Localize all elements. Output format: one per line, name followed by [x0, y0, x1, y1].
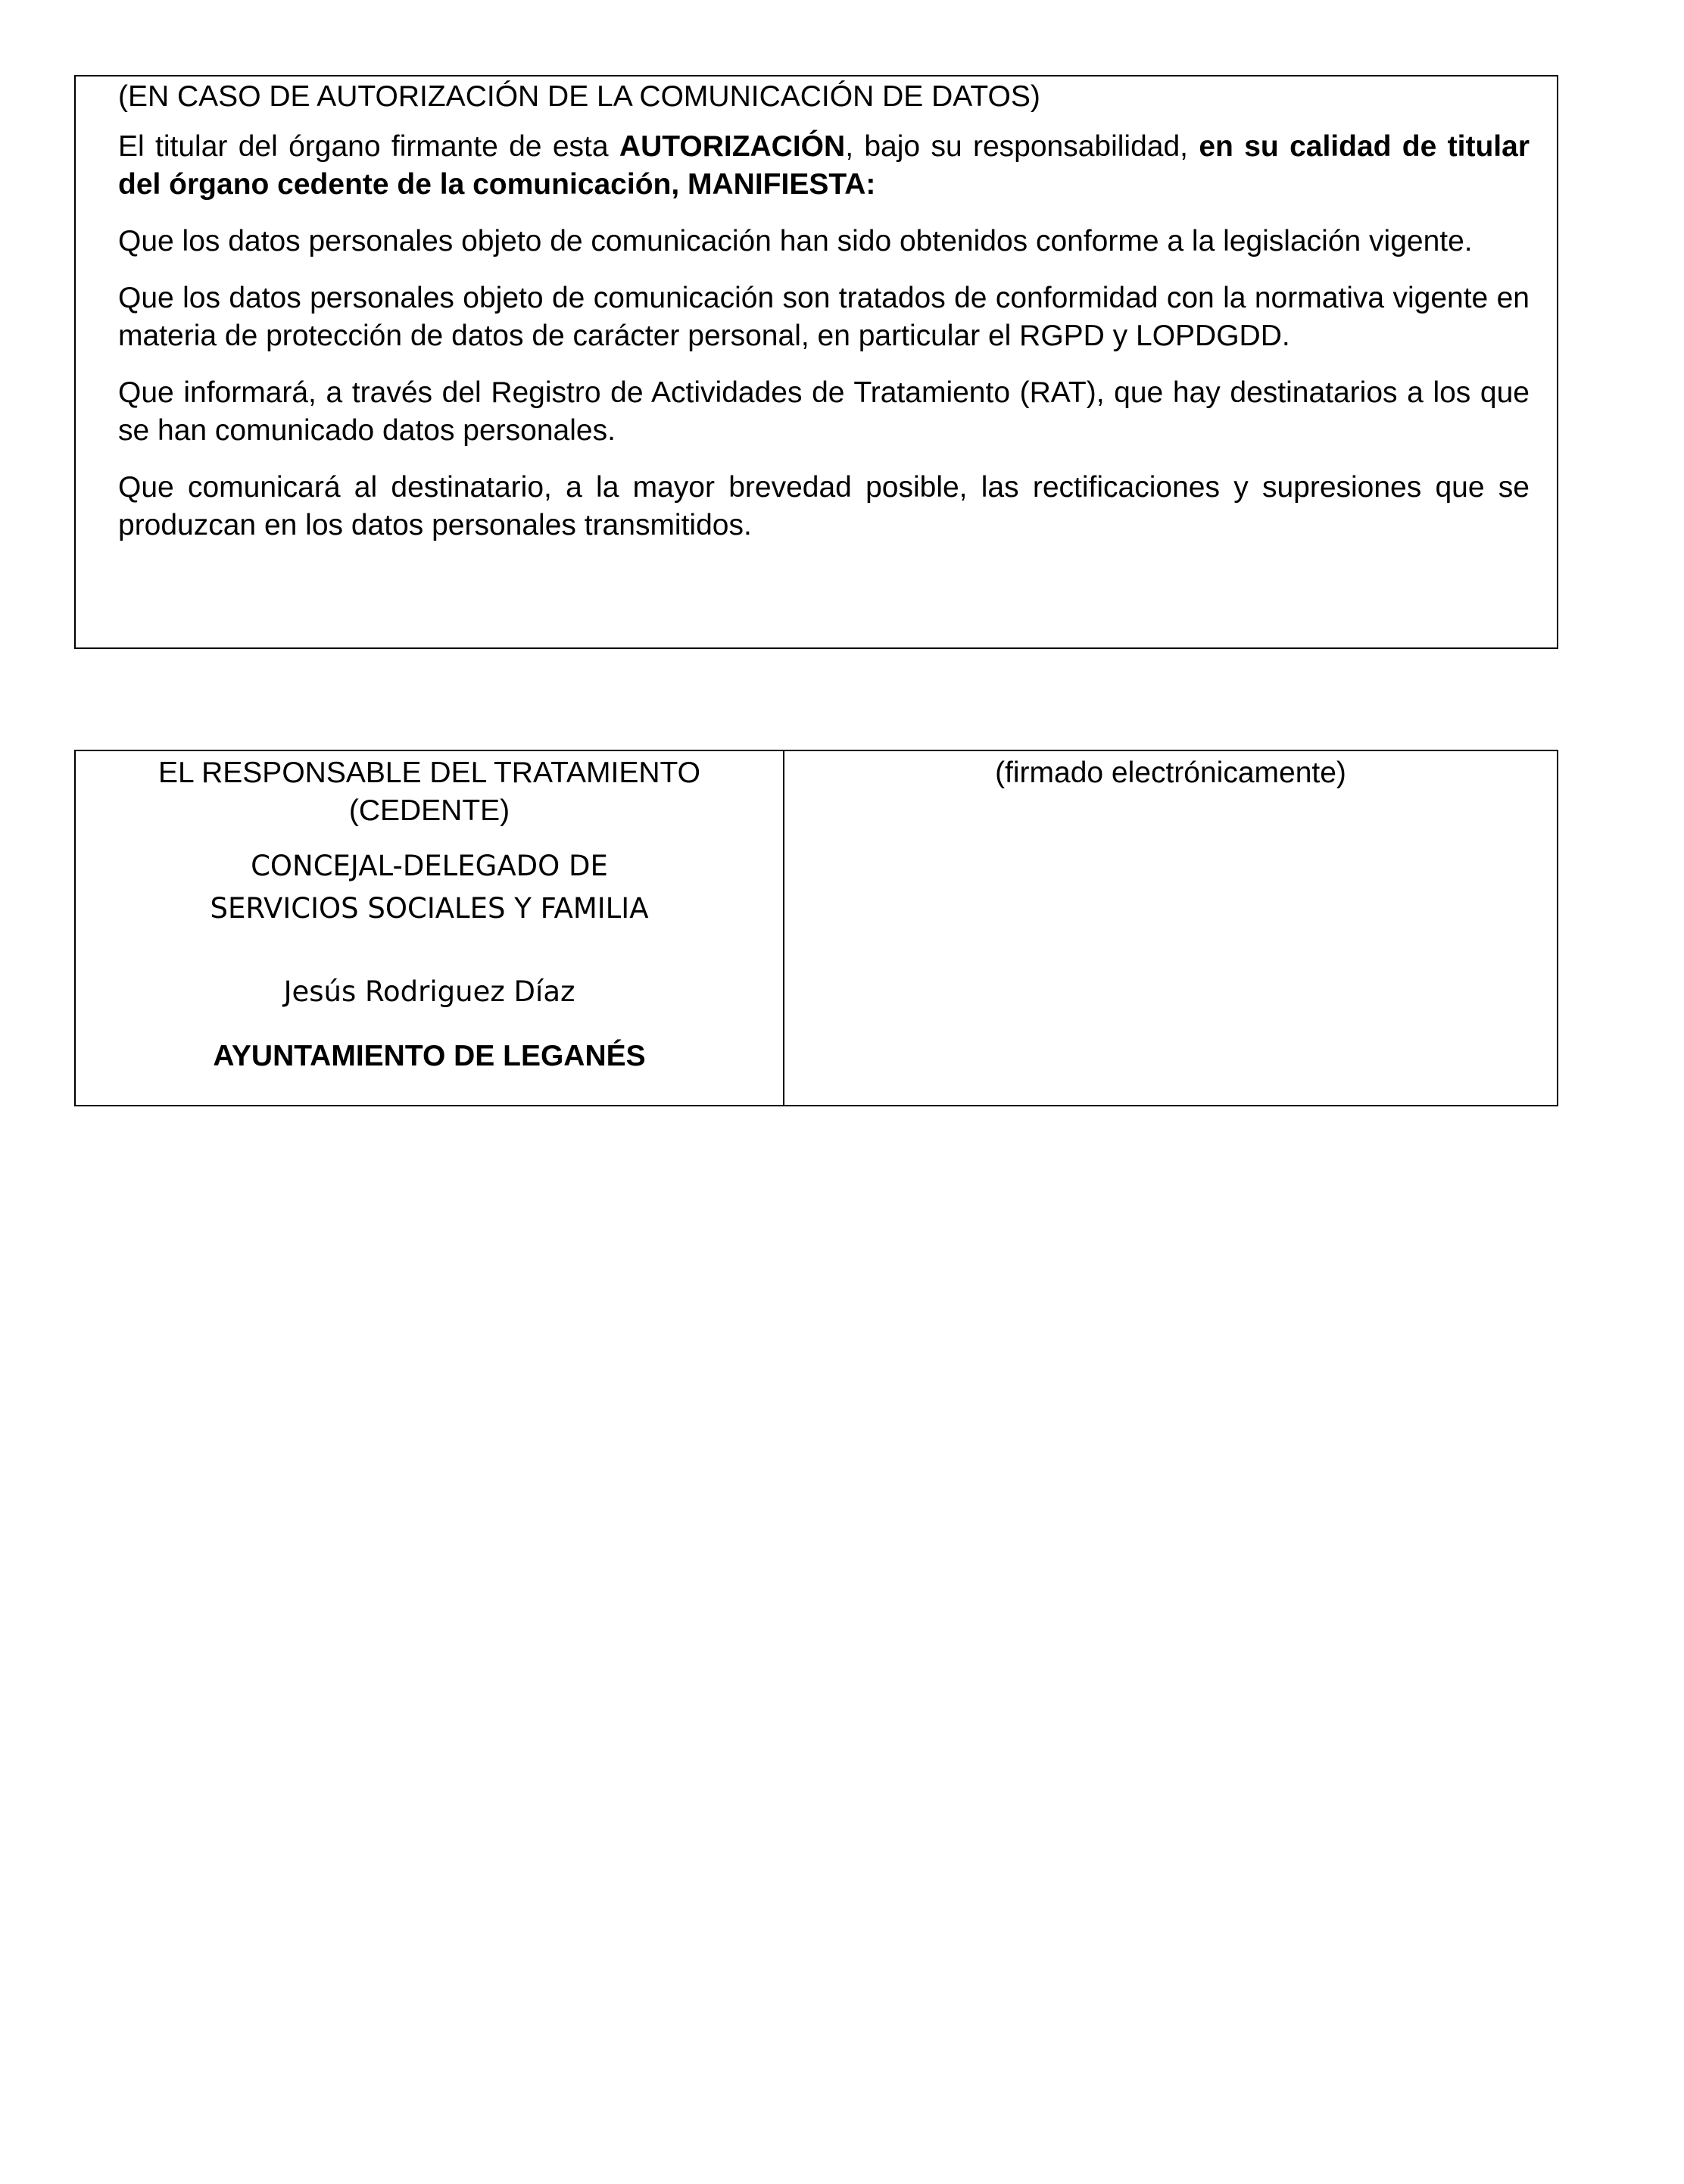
role-line-2: (CEDENTE) [348, 794, 510, 827]
signed-note: (firmado electrónicamente) [995, 757, 1346, 789]
position-line-2: SERVICIOS SOCIALES Y FAMILIA [210, 892, 649, 925]
declaration-item: Que comunicará al destinatario, a la mayor brevedad posible, las rectificaciones y supresiones que se produzcan en los datos personales transmitidos. [118, 471, 1530, 541]
signature-cell [784, 750, 1558, 1106]
organization-name: AYUNTAMIENTO DE LEGANÉS [213, 1040, 646, 1072]
intro-text-1: El titular del órgano firmante de esta [118, 130, 619, 163]
declaration-item: Que informará, a través del Registro de Actividades de Tratamiento (RAT), que hay destinatarios a los que se han comunicado datos personales. [118, 376, 1530, 447]
role-line-1: EL RESPONSABLE DEL TRATAMIENTO [158, 757, 700, 789]
declaration-intro [118, 128, 1530, 204]
declaration-item: Que los datos personales objeto de comunicación han sido obtenidos conforme a la legislación vigente. [118, 225, 1473, 257]
signer-cell [75, 750, 784, 1106]
signature-table [74, 750, 1558, 1106]
declaration-box [74, 75, 1558, 649]
intro-bold-2: en su calidad de titular del órgano cedente de la comunicación, MANIFIESTA: [118, 130, 1530, 201]
intro-text-2: , bajo su responsabilidad, [845, 130, 1199, 163]
signer-name: Jesús Rodriguez Díaz [283, 975, 575, 1008]
declaration-item: Que los datos personales objeto de comunicación son tratados de conformidad con la normativa vigente en materia de protección de datos de carácter personal, en particular el RGPD y LOPDGDD. [118, 282, 1530, 352]
intro-bold-1: AUTORIZACIÓN [619, 130, 846, 163]
declaration-heading: (EN CASO DE AUTORIZACIÓN DE LA COMUNICACIÓN DE DATOS) [118, 80, 1040, 113]
position-line-1: CONCEJAL-DELEGADO DE [251, 850, 608, 882]
